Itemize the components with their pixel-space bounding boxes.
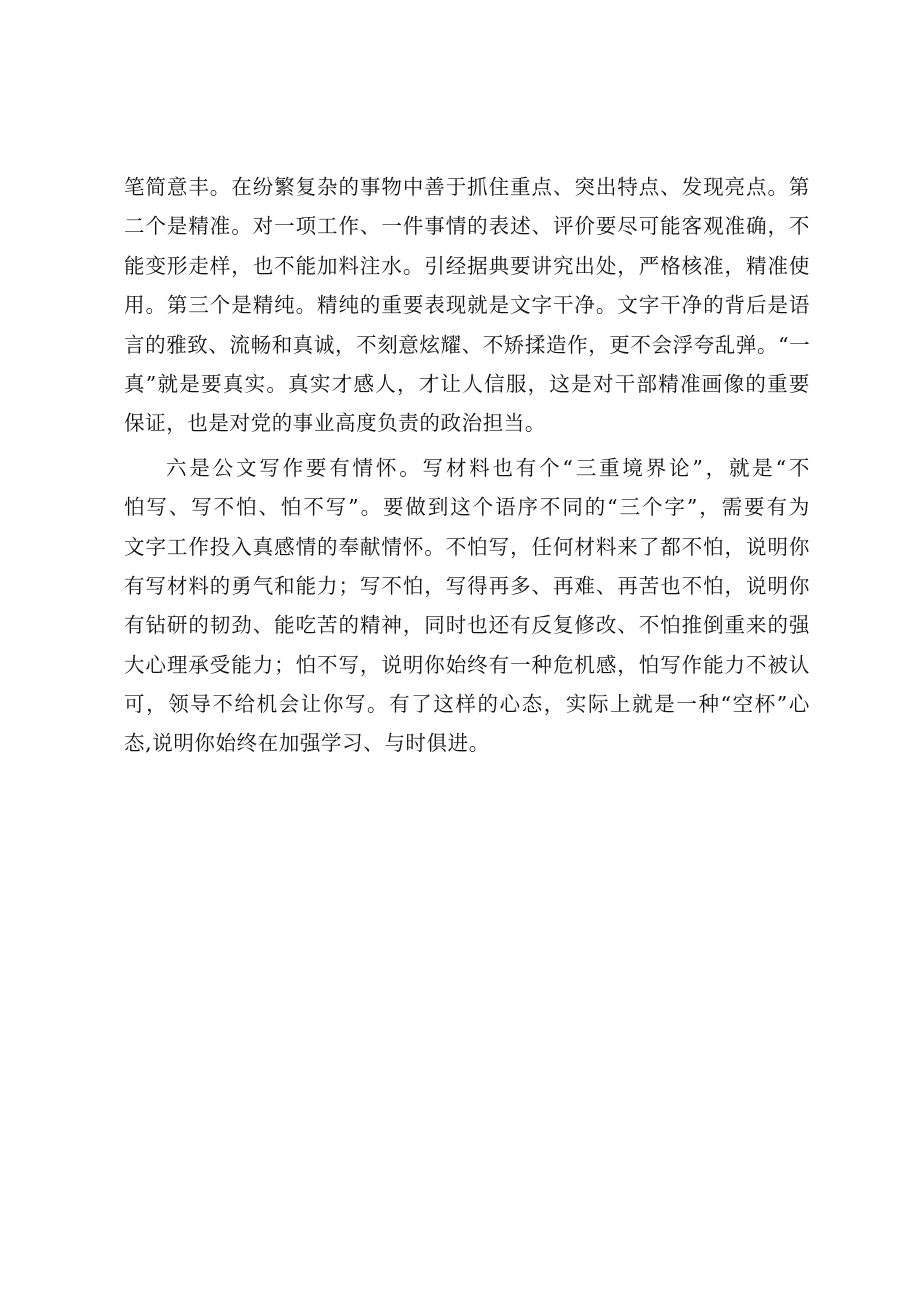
- text-line: 二个是精准。对一项工作、一件事情的表述、评价要尽可能客观准确，不: [124, 214, 810, 239]
- text-line: 有写材料的勇气和能力；写不怕，写得再多、再难、再苦也不怕，说明你: [124, 573, 810, 598]
- text-line: 大心理承受能力；怕不写，说明你始终有一种危机感，怕写作能力不被认: [124, 652, 810, 677]
- text-line: 用。第三个是精纯。精纯的重要表现就是文字干净。文字干净的背后是语: [124, 293, 810, 318]
- text-line: 笔简意丰。在纷繁复杂的事物中善于抓住重点、突出特点、发现亮点。第: [124, 175, 810, 199]
- paragraph-six: [124, 449, 810, 764]
- document-body: [124, 168, 810, 764]
- text-line: 文字工作投入真感情的奉献情怀。不怕写，任何材料来了都不怕，说明你: [124, 534, 810, 559]
- text-line: 保证，也是对党的事业高度负责的政治担当。: [124, 411, 546, 436]
- text-line: 能变形走样，也不能加料注水。引经据典要讲究出处，严格核准，精准使: [124, 253, 810, 278]
- text-line: 真”就是要真实。真实才感人，才让人信服，这是对干部精准画像的重要: [124, 371, 810, 396]
- text-line: 态,说明你始终在加强学习、与时俱进。: [124, 731, 490, 756]
- text-line: 可，领导不给机会让你写。有了这样的心态，实际上就是一种“空杯”心: [124, 692, 810, 717]
- text-line: 有钻研的韧劲、能吃苦的精神，同时也还有反复修改、不怕推倒重来的强: [124, 613, 810, 638]
- text-line-indented: 六是公文写作要有情怀。写材料也有个“三重境界论”，就是“不: [166, 455, 810, 480]
- paragraph-continued: [124, 168, 810, 444]
- text-line: 言的雅致、流畅和真诚，不刻意炫耀、不矫揉造作，更不会浮夸乱弹。“一: [124, 332, 810, 357]
- text-line: 怕写、写不怕、怕不写”。要做到这个语序不同的“三个字”，需要有为: [124, 495, 810, 520]
